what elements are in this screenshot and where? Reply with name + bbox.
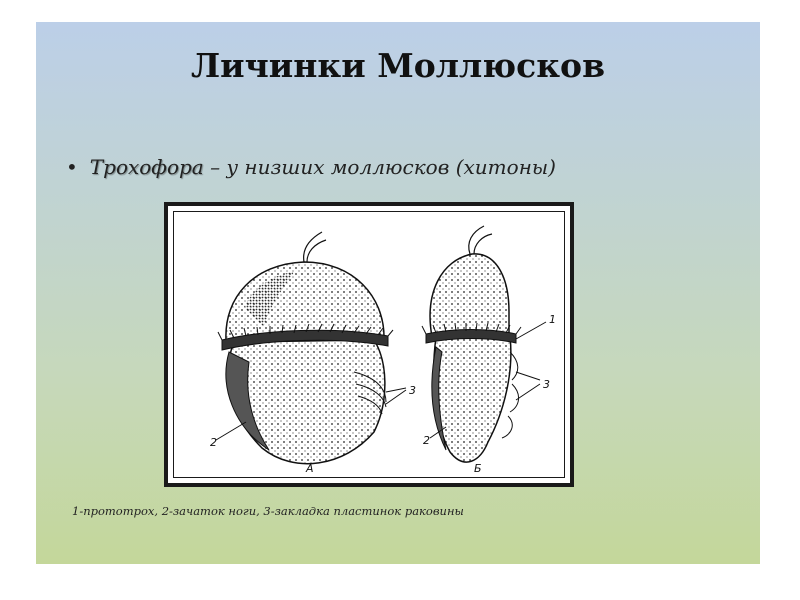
slide-title: Личинки Моллюсков (190, 46, 605, 85)
label-1: 1 (549, 313, 556, 326)
figure-caption: 1-прототрох, 2-зачаток ноги, 3-закладка пластинок раковины (72, 504, 464, 518)
larva-b (422, 226, 546, 462)
label-3-a: 3 (409, 384, 416, 397)
label-2-b: 2 (423, 434, 430, 447)
bullet-dot-icon: • (66, 155, 78, 179)
slide (36, 22, 760, 564)
figure-frame (164, 202, 574, 487)
trochophore-illustration (174, 212, 566, 479)
bullet-dash: – (203, 155, 221, 179)
panel-label-b: Б (474, 462, 482, 475)
bullet-item (66, 155, 556, 179)
larva-a (216, 232, 406, 464)
figure-image (173, 211, 565, 478)
panel-label-a: А (306, 462, 314, 475)
label-2-a: 2 (210, 436, 217, 449)
label-3-b: 3 (543, 378, 550, 391)
bullet-text: у низших моллюсков (хитоны) (220, 155, 556, 179)
bullet-term: Трохофора (89, 155, 204, 179)
